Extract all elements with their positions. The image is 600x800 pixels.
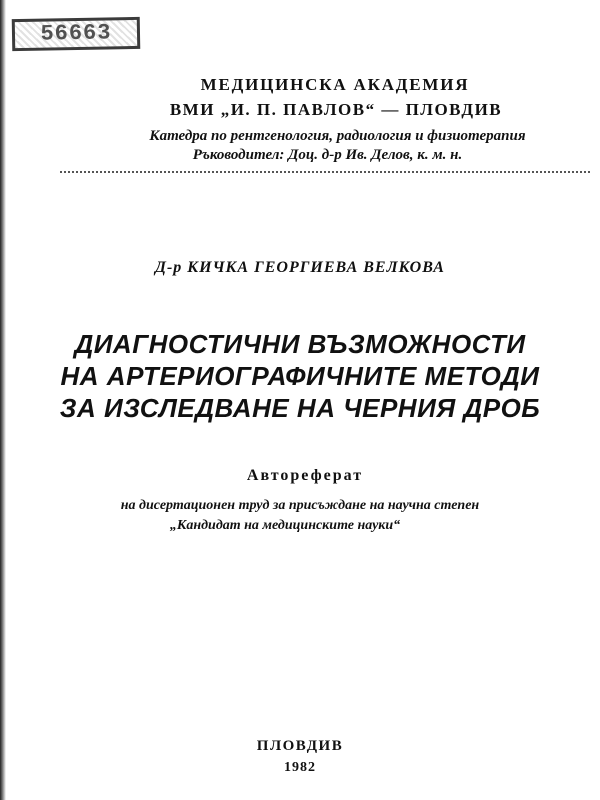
description-line: на дисертационен труд за присъждане на научна степен xyxy=(120,498,480,513)
institute-name: ВМИ „И. П. ПАВЛОВ“ — ПЛОВДИВ xyxy=(169,100,503,119)
publication-year: 1982 xyxy=(284,760,316,775)
description-line: „Кандидат на медицинските науки“ xyxy=(169,518,401,533)
department-name: Катедра по рентгенология, радиология и физиотерапия xyxy=(149,128,526,144)
title-line: ЗА ИЗСЛЕДВАНЕ НА ЧЕРНИЯ ДРОБ xyxy=(59,393,541,423)
department-head: Ръководител: Доц. д-р Ив. Делов, к. м. н. xyxy=(192,147,463,163)
header-divider xyxy=(60,171,590,173)
academy-name: МЕДИЦИНСКА АКАДЕМИЯ xyxy=(200,75,470,94)
archive-stamp: 56663 xyxy=(12,17,141,51)
title-line: НА АРТЕРИОГРАФИЧНИТЕ МЕТОДИ xyxy=(60,361,540,391)
author-name: Д-р КИЧКА ГЕОРГИЕВА ВЕЛКОВА xyxy=(155,259,445,276)
thesis-title xyxy=(0,328,600,424)
document-type: Автореферат xyxy=(246,467,364,484)
publication-city: ПЛОВДИВ xyxy=(256,738,344,754)
title-line: ДИАГНОСТИЧНИ ВЪЗМОЖНОСТИ xyxy=(74,329,526,359)
